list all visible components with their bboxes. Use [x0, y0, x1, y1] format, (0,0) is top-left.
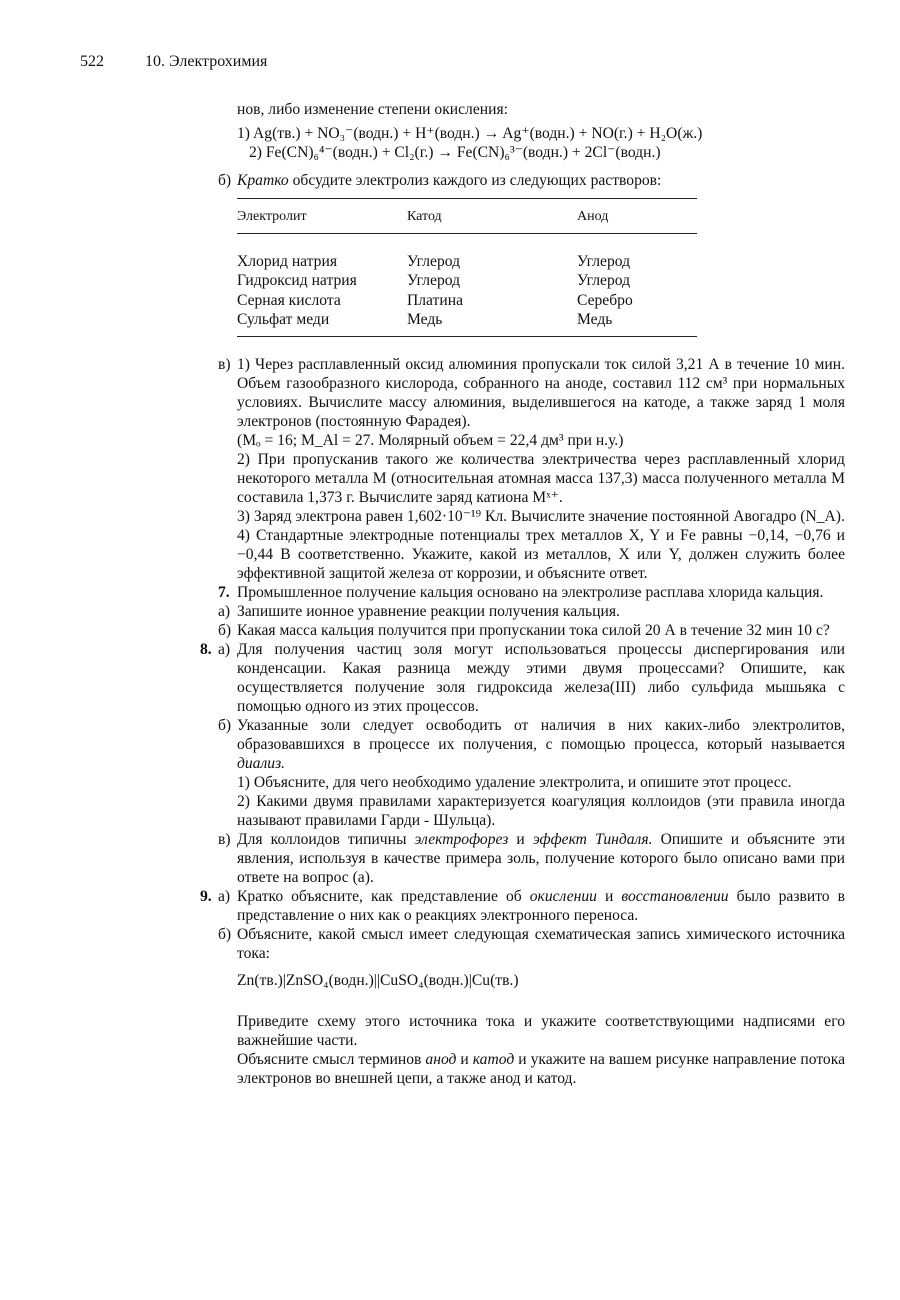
cell: Медь: [407, 311, 443, 328]
question-text: Промышленное получение кальция основано на электролизе расплава хлорида кальция.: [237, 583, 824, 601]
subquestion-2: 2) Какими двумя правилами характеризуется коагуляция коллоидов (эти правила иногда называют правилами Гарди - Шульца).: [237, 792, 845, 829]
given-data: (Mₒ = 16; M_Al = 27. Молярный объем = 22,4 дм³ при н.у.): [237, 431, 624, 449]
cell: Гидроксид натрия: [237, 272, 357, 289]
table-row: [237, 310, 697, 330]
emphasis: диализ.: [237, 754, 286, 772]
question-7: [200, 583, 845, 602]
cell: Платина: [407, 291, 463, 309]
question-number: 8.: [200, 640, 212, 658]
text: было развито в представление о них как о реакциях электронного переноса.: [237, 887, 845, 924]
item-letter: в): [218, 830, 231, 848]
subquestion-1: 1) Объясните, для чего необходимо удаление электролита, и опишите этот процесс.: [237, 773, 792, 791]
subquestion-2: 2) При пропусканив такого же количества электричества через расплавленный хлорид некоторого металла М (относительная атомная масса 137,3) масса полученного металла М составила 1,373 г. Вычислите заряд катиона Mˣ⁺.: [237, 450, 845, 506]
text: Для коллоидов типичны: [237, 830, 415, 848]
emphasis: электрофорез: [414, 830, 509, 848]
cell: Сульфат меди: [237, 311, 330, 328]
text: и: [508, 830, 533, 848]
question-7b: [200, 621, 845, 640]
question-9a: [200, 887, 845, 925]
text: Опишите и объясните эти явления, используя в качестве примера золь, получение которого было описано вами при ответе на вопрос (а).: [237, 830, 845, 886]
item-letter: б): [218, 621, 232, 639]
instruction-1: Приведите схему этого источника тока и укажите соответствующими надписями его важнейшие части.: [237, 1012, 845, 1049]
text: и укажите на вашем рисунке направление потока электронов во внешней цепи, а также анод и катод.: [237, 1050, 845, 1087]
emphasis: катод: [472, 1050, 515, 1068]
emphasis: эффект Тиндаля.: [532, 830, 653, 848]
item-letter: б): [218, 925, 232, 943]
table-header: [237, 207, 697, 227]
question-text: [237, 830, 845, 887]
cell: Углерод: [407, 252, 461, 270]
item-letter: а): [218, 602, 231, 620]
question-b: [200, 171, 845, 190]
item-letter: в): [218, 355, 231, 373]
question-8b: [200, 716, 845, 830]
text: и: [456, 1050, 473, 1068]
question-7a: [200, 602, 845, 621]
cell: Углерод: [577, 272, 631, 289]
question-text: Запишите ионное уравнение реакции получения кальция.: [237, 602, 620, 620]
equation-1: 1) Ag(тв.) + NO₃⁻(водн.) + H⁺(водн.) → Ag⁺(водн.) + NO(г.) + H₂O(ж.): [237, 125, 703, 142]
subquestion-1: 1) Через расплавленный оксид алюминия пропускали ток силой 3,21 А в течение 10 мин. Объем газообразного кислорода, собранного на аноде, составил 112 см³ при нормальных условиях. Вычислите массу алюминия, выделившегося на катоде, а также заряд 1 моля электронов (постоянную Фарадея).: [237, 355, 845, 430]
cell: Серебро: [577, 291, 633, 309]
chapter-title: 10. Электрохимия: [145, 53, 268, 70]
instruction-2: [200, 1050, 845, 1088]
cell: Хлорид натрия: [237, 252, 337, 270]
question-text: [237, 887, 845, 925]
table-row: [237, 271, 697, 291]
cell-scheme: Zn(тв.)|ZnSO₄(водн.)||CuSO₄(водн.)|Cu(тв.): [237, 971, 519, 989]
question-v: [200, 355, 845, 583]
question-9b: [200, 925, 845, 990]
text: и: [596, 887, 622, 905]
cell: Медь: [577, 311, 613, 328]
header-cell: Анод: [577, 209, 609, 224]
item-letter: б): [218, 172, 232, 189]
item-letter: а): [218, 640, 231, 658]
header-cell: Катод: [407, 209, 442, 224]
emphasis: окислении: [529, 887, 597, 905]
question-number: 9.: [200, 887, 212, 905]
subquestion-4: 4) Стандартные электродные потенциалы трех металлов X, Y и Fe равны −0,14, −0,76 и −0,44 В соответственно. Укажите, какой из металлов, X или Y, должен служить более эффективной защитой железа от коррозии, и объясните ответ.: [237, 526, 845, 582]
header-cell: Электролит: [237, 209, 307, 224]
question-text: Объясните, какой смысл имеет следующая схематическая запись химического источника тока:: [237, 925, 845, 962]
cell: Серная кислота: [237, 291, 341, 309]
question-number: 7.: [218, 583, 230, 601]
cell: Углерод: [407, 272, 461, 289]
emphasis: Кратко: [237, 172, 289, 189]
subquestion-3: 3) Заряд электрона равен 1,602·10⁻¹⁹ Кл. Вычислите значение постоянной Авогадро (N_A).: [237, 507, 845, 525]
emphasis: восстановлении: [621, 887, 729, 905]
question-8a: [200, 640, 845, 716]
text: Указанные золи следует освободить от наличия в них каких-либо электролитов, образовавшихся в процессе их получения, с помощью процесса, который называется: [237, 716, 845, 753]
question-text: Для получения частиц золя могут использоваться процессы диспергирования или конденсации. Какая разница между этими двумя процессами? Опишите, как осуществляется получение золя гидроксида железа(III) либо сульфида мышьяка с помощью одного из этих процессов.: [237, 640, 845, 715]
cell: Углерод: [577, 252, 631, 270]
text: Кратко объясните, как представление об: [237, 887, 530, 905]
page-body: [200, 100, 845, 1088]
question-text: Какая масса кальция получится при пропускании тока силой 20 А в течение 32 мин 10 с?: [237, 621, 830, 639]
text: Объясните смысл терминов: [237, 1050, 426, 1068]
item-letter: а): [218, 887, 231, 905]
question-text: [237, 716, 845, 773]
electrolysis-table: [237, 198, 697, 337]
table-row: [237, 252, 697, 272]
page-number: 522: [80, 53, 104, 70]
intro-text: нов, либо изменение степени окисления:: [237, 101, 508, 118]
emphasis: анод: [425, 1050, 457, 1068]
question-8v: [200, 830, 845, 887]
equation-2: 2) Fe(CN)₆⁴⁻(водн.) + Cl₂(г.) → Fe(CN)₆³⁻(водн.) + 2Cl⁻(водн.): [249, 144, 661, 161]
item-letter: б): [218, 716, 232, 734]
question-text: обсудите электролиз каждого из следующих растворов:: [288, 172, 662, 189]
table-row: [237, 291, 697, 311]
